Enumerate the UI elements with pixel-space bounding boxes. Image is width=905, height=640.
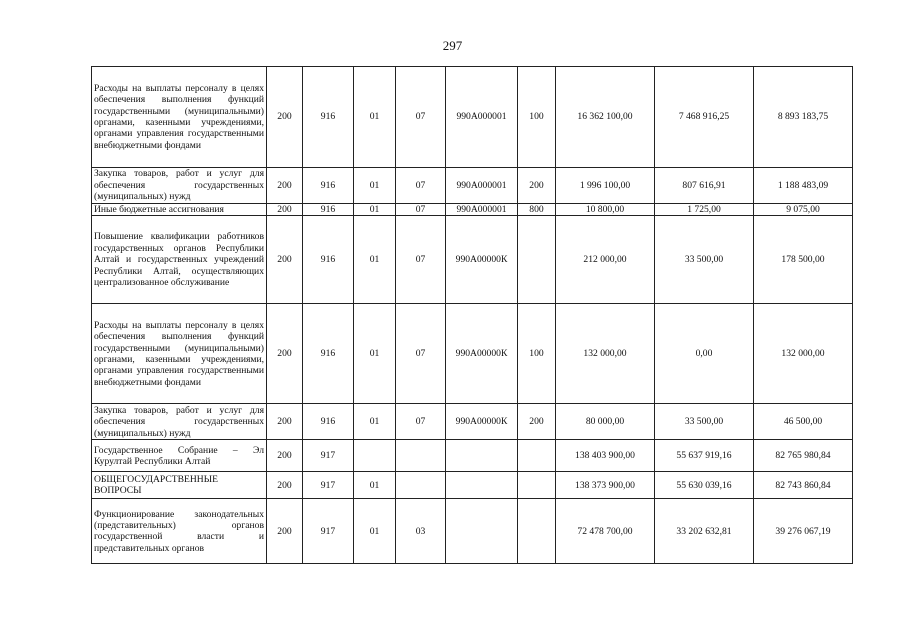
row-vr xyxy=(518,216,556,304)
row-sum-rest: 132 000,00 xyxy=(754,304,853,404)
row-sum-plan: 132 000,00 xyxy=(556,304,655,404)
page-number: 297 xyxy=(442,38,463,53)
row-pr: 03 xyxy=(396,499,446,564)
row-sum-rest: 1 188 483,09 xyxy=(754,168,853,204)
row-name: ОБЩЕГОСУДАРСТВЕННЫЕ ВОПРОСЫ xyxy=(92,472,267,499)
row-sum-plan: 16 362 100,00 xyxy=(556,67,655,168)
row-pr xyxy=(396,440,446,472)
row-name: Расходы на выплаты персоналу в целях обеспечения выполнения функций государственными (муниципальными) органами, казенными учреждениями, органами управления государственными внебюджетными фондами xyxy=(92,67,267,168)
row-pr: 07 xyxy=(396,168,446,204)
table-row xyxy=(92,67,853,168)
row-sum-rest: 8 893 183,75 xyxy=(754,67,853,168)
row-gr: 200 xyxy=(267,204,303,216)
row-name: Повышение квалификации работников государственных органов Республики Алтай и государственных учреждений Республики Алтай, осуществляющих централизованное обслуживание xyxy=(92,216,267,304)
row-ved: 917 xyxy=(303,499,354,564)
row-sum-exec: 33 500,00 xyxy=(655,216,754,304)
row-ved: 916 xyxy=(303,304,354,404)
row-pr: 07 xyxy=(396,304,446,404)
row-sum-exec: 0,00 xyxy=(655,304,754,404)
row-csr: 990А00000К xyxy=(446,304,518,404)
row-sum-exec: 33 500,00 xyxy=(655,404,754,440)
row-ved: 916 xyxy=(303,204,354,216)
row-ved: 916 xyxy=(303,216,354,304)
row-name: Закупка товаров, работ и услуг для обеспечения государственных (муниципальных) нужд xyxy=(92,404,267,440)
budget-table xyxy=(91,66,853,564)
table-row xyxy=(92,216,853,304)
row-sum-rest: 46 500,00 xyxy=(754,404,853,440)
table-row xyxy=(92,440,853,472)
row-csr: 990А00000К xyxy=(446,216,518,304)
row-sum-plan: 138 403 900,00 xyxy=(556,440,655,472)
row-sum-exec: 33 202 632,81 xyxy=(655,499,754,564)
row-sum-exec: 55 630 039,16 xyxy=(655,472,754,499)
row-ved: 916 xyxy=(303,168,354,204)
row-sum-plan: 80 000,00 xyxy=(556,404,655,440)
row-rz: 01 xyxy=(354,168,396,204)
row-csr: 990А000001 xyxy=(446,168,518,204)
row-ved: 917 xyxy=(303,472,354,499)
row-pr: 07 xyxy=(396,216,446,304)
row-csr: 990А000001 xyxy=(446,67,518,168)
row-ved: 917 xyxy=(303,440,354,472)
row-pr: 07 xyxy=(396,404,446,440)
row-vr xyxy=(518,440,556,472)
row-csr: 990А00000К xyxy=(446,404,518,440)
row-rz: 01 xyxy=(354,304,396,404)
row-sum-rest: 9 075,00 xyxy=(754,204,853,216)
row-csr xyxy=(446,499,518,564)
row-csr xyxy=(446,440,518,472)
row-name: Закупка товаров, работ и услуг для обеспечения государственных (муниципальных) нужд xyxy=(92,168,267,204)
row-pr: 07 xyxy=(396,204,446,216)
row-vr: 200 xyxy=(518,404,556,440)
row-rz: 01 xyxy=(354,67,396,168)
table-row xyxy=(92,472,853,499)
row-name: Расходы на выплаты персоналу в целях обеспечения выполнения функций государственными (муниципальными) органами, казенными учреждениями, органами управления государственными внебюджетными фондами xyxy=(92,304,267,404)
row-gr: 200 xyxy=(267,216,303,304)
row-sum-exec: 7 468 916,25 xyxy=(655,67,754,168)
table-row xyxy=(92,499,853,564)
row-gr: 200 xyxy=(267,472,303,499)
row-vr: 200 xyxy=(518,168,556,204)
row-pr: 07 xyxy=(396,67,446,168)
row-name: Функционирование законодательных (представительных) органов государственной власти и представительных органов xyxy=(92,499,267,564)
row-sum-plan: 72 478 700,00 xyxy=(556,499,655,564)
row-gr: 200 xyxy=(267,168,303,204)
row-sum-exec: 807 616,91 xyxy=(655,168,754,204)
row-gr: 200 xyxy=(267,440,303,472)
row-rz xyxy=(354,440,396,472)
row-rz: 01 xyxy=(354,499,396,564)
table-row xyxy=(92,168,853,204)
table-row xyxy=(92,304,853,404)
row-csr xyxy=(446,472,518,499)
row-sum-plan: 10 800,00 xyxy=(556,204,655,216)
row-vr xyxy=(518,499,556,564)
row-rz: 01 xyxy=(354,216,396,304)
row-sum-rest: 39 276 067,19 xyxy=(754,499,853,564)
row-sum-exec: 1 725,00 xyxy=(655,204,754,216)
row-name: Государственное Собрание – Эл Курултай Республики Алтай xyxy=(92,440,267,472)
row-sum-plan: 212 000,00 xyxy=(556,216,655,304)
row-rz: 01 xyxy=(354,404,396,440)
row-pr xyxy=(396,472,446,499)
row-rz: 01 xyxy=(354,472,396,499)
row-gr: 200 xyxy=(267,404,303,440)
row-csr: 990А000001 xyxy=(446,204,518,216)
row-sum-plan: 1 996 100,00 xyxy=(556,168,655,204)
row-vr xyxy=(518,472,556,499)
table-row xyxy=(92,404,853,440)
row-vr: 800 xyxy=(518,204,556,216)
row-sum-exec: 55 637 919,16 xyxy=(655,440,754,472)
table-row xyxy=(92,204,853,216)
row-ved: 916 xyxy=(303,67,354,168)
row-sum-rest: 82 743 860,84 xyxy=(754,472,853,499)
row-rz: 01 xyxy=(354,204,396,216)
row-name: Иные бюджетные ассигнования xyxy=(92,204,267,216)
table-body xyxy=(92,67,853,564)
row-vr: 100 xyxy=(518,304,556,404)
row-gr: 200 xyxy=(267,499,303,564)
row-ved: 916 xyxy=(303,404,354,440)
row-vr: 100 xyxy=(518,67,556,168)
row-sum-rest: 178 500,00 xyxy=(754,216,853,304)
row-sum-plan: 138 373 900,00 xyxy=(556,472,655,499)
row-gr: 200 xyxy=(267,67,303,168)
row-sum-rest: 82 765 980,84 xyxy=(754,440,853,472)
row-gr: 200 xyxy=(267,304,303,404)
